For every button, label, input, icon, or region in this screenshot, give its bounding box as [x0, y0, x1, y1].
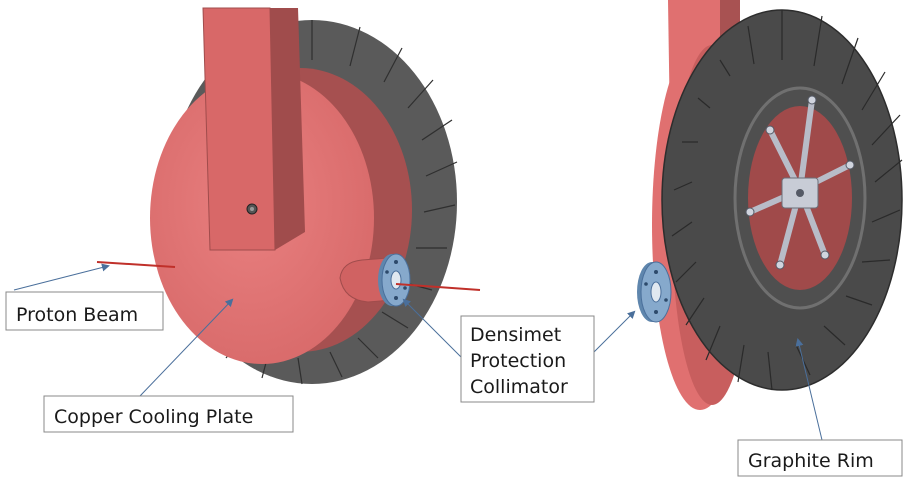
leader-proton-beam — [14, 266, 108, 290]
left-densimet-collimator — [378, 254, 410, 306]
label-copper-plate: Copper Cooling Plate — [54, 406, 254, 428]
right-densimet-collimator — [637, 262, 671, 322]
left-shaft-front — [203, 8, 275, 250]
label-densimet-line3: Collimator — [470, 376, 568, 398]
label-densimet-box — [461, 316, 594, 402]
right-view — [637, 0, 902, 410]
label-densimet-line1: Densimet — [470, 324, 562, 346]
label-densimet-line2: Protection — [470, 350, 567, 372]
label-copper-plate-box — [44, 396, 293, 432]
label-graphite-rim-box — [738, 440, 902, 476]
leader-densimet-right — [594, 312, 634, 352]
label-graphite-rim: Graphite Rim — [748, 450, 874, 472]
label-proton-beam-box — [6, 292, 163, 330]
label-proton-beam: Proton Beam — [16, 304, 139, 326]
